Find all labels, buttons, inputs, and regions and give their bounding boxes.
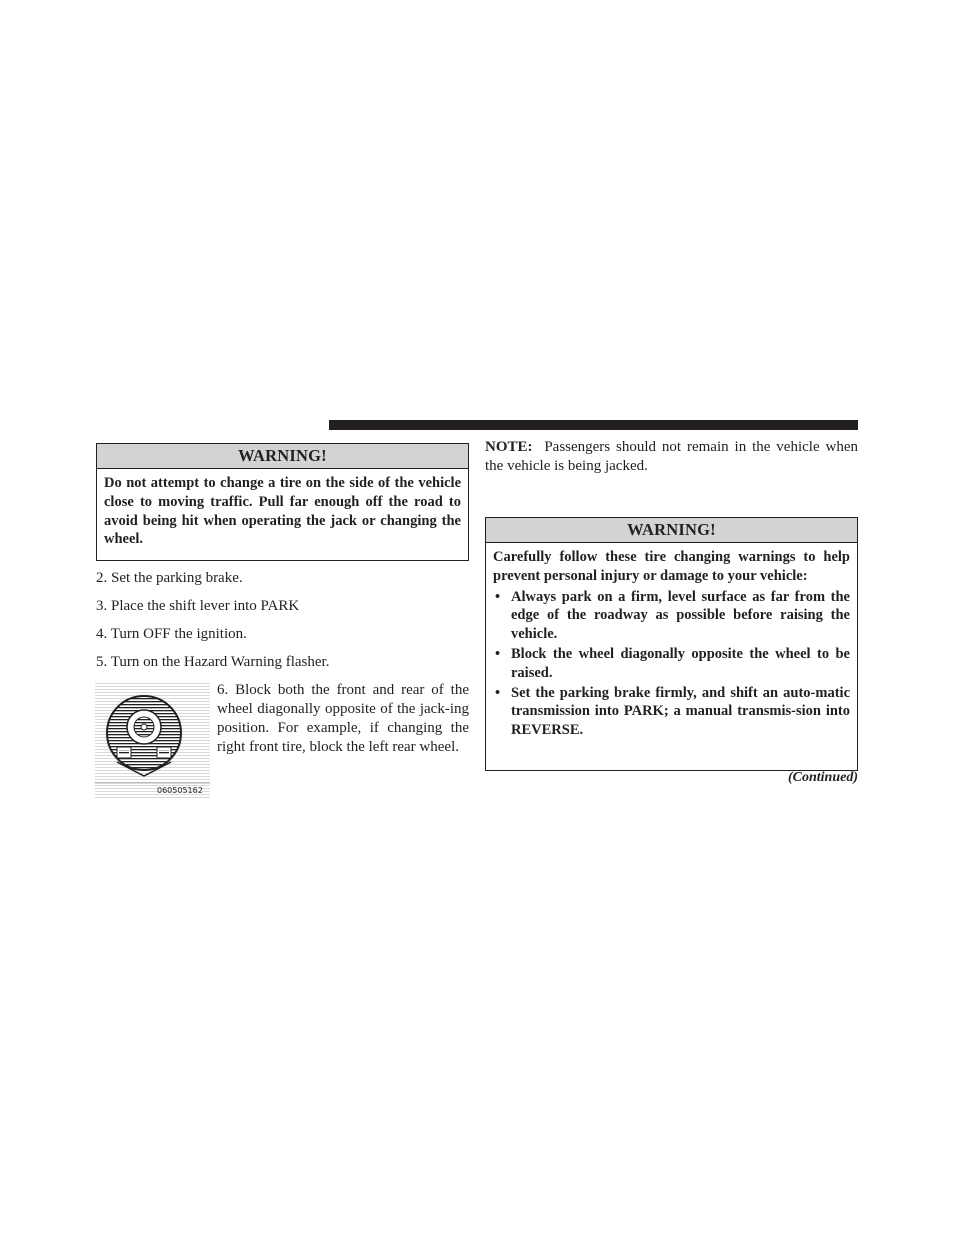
warning-intro: Carefully follow these tire changing warnings to help prevent personal injury or damage to your vehicle: bbox=[493, 549, 850, 584]
warning-heading: WARNING! bbox=[486, 518, 857, 543]
bullet-item: • Always park on a firm, level surface as far from the edge of the roadway as possible before raising the vehicle. bbox=[495, 588, 850, 643]
bullet-item: • Block the wheel diagonally opposite the wheel to be raised. bbox=[495, 645, 850, 681]
bullet-icon: • bbox=[495, 588, 501, 605]
warning-box-left bbox=[96, 443, 469, 561]
warning-bullets bbox=[493, 588, 850, 740]
bullet-icon: • bbox=[495, 684, 501, 701]
bullet-icon: • bbox=[495, 645, 501, 662]
warning-heading: WARNING! bbox=[97, 444, 468, 469]
step-3: 3. Place the shift lever into PARK bbox=[96, 598, 300, 614]
header-bar bbox=[329, 420, 858, 430]
wheel-block-illustration bbox=[95, 683, 210, 799]
step-4: 4. Turn OFF the ignition. bbox=[96, 626, 247, 642]
continued-label: (Continued) bbox=[787, 770, 858, 785]
note-paragraph bbox=[485, 438, 858, 476]
step-5: 5. Turn on the Hazard Warning flasher. bbox=[96, 654, 330, 670]
bullet-item: • Set the parking brake firmly, and shift an auto-matic transmission into PARK; a manual transmis-sion into REVERSE. bbox=[495, 684, 850, 739]
figure-code: 060505162 bbox=[157, 786, 203, 795]
warning-text: Do not attempt to change a tire on the side of the vehicle close to moving traffic. Pull far enough off the road to avoid being hit when operating the jack or changing the wheel. bbox=[104, 475, 461, 548]
step-6: 6. Block both the front and rear of the wheel diagonally opposite of the jack-ing position. For example, if changing the right front tire, block the left rear wheel. bbox=[217, 682, 469, 755]
note-text: Passengers should not remain in the vehicle when the vehicle is being jacked. bbox=[485, 439, 859, 474]
warning-content bbox=[486, 543, 857, 740]
step-2: 2. Set the parking brake. bbox=[96, 570, 243, 586]
note-label: NOTE: bbox=[485, 439, 533, 455]
warning-box-right bbox=[485, 517, 858, 771]
